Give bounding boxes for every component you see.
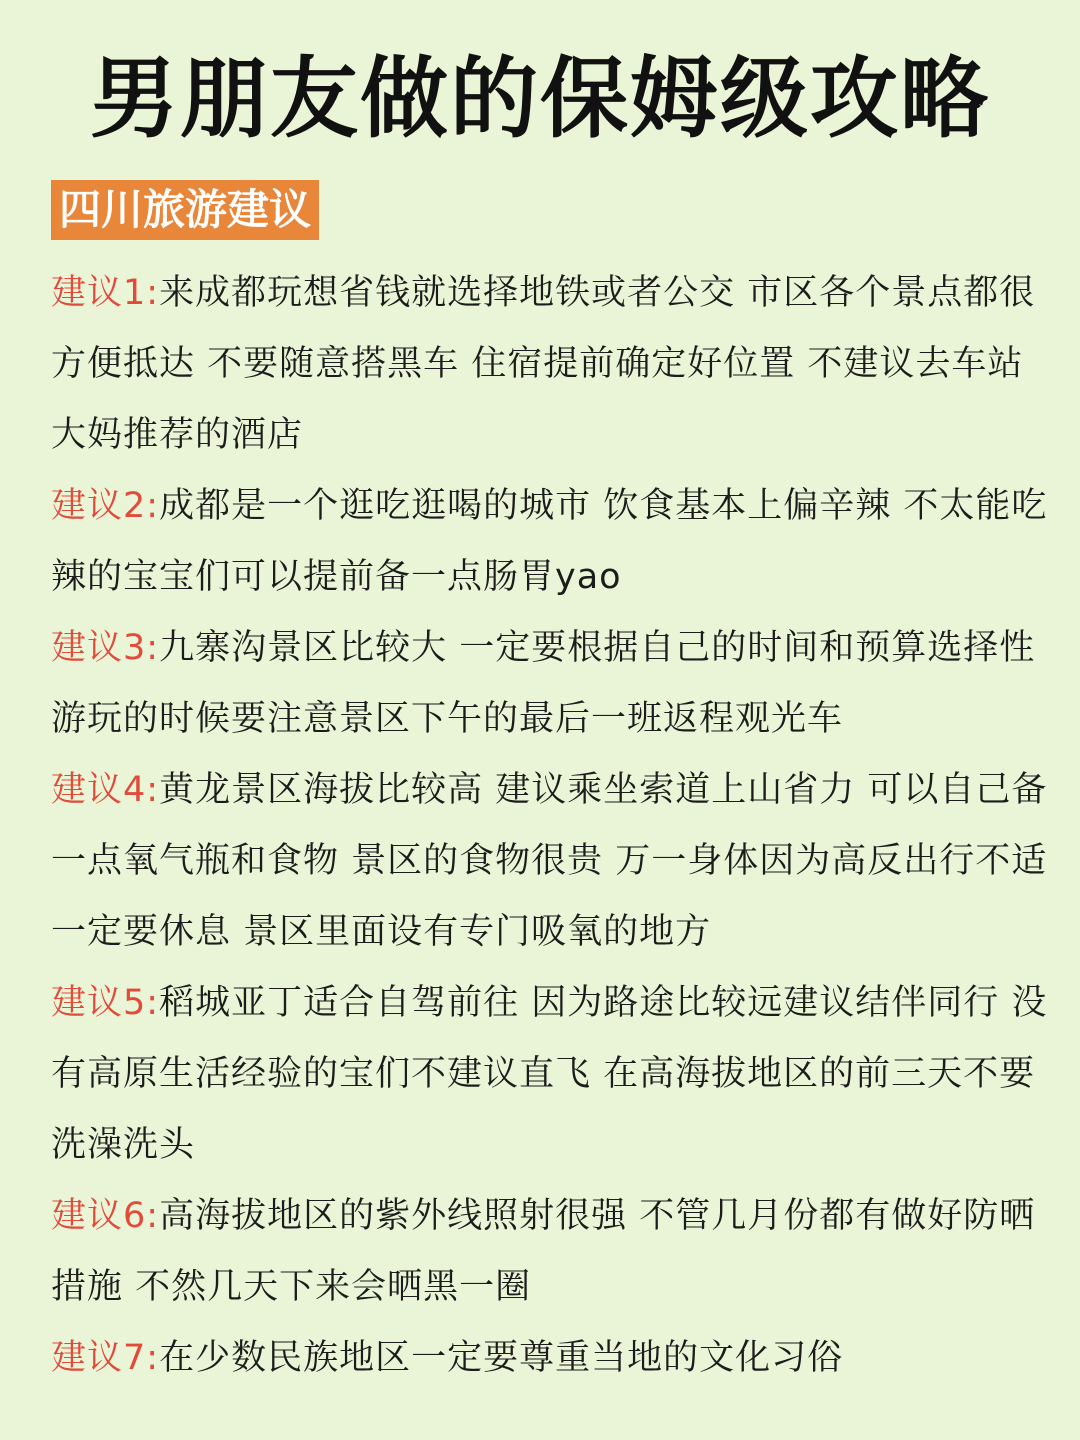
tip-item	[51, 613, 1051, 755]
tip-item	[51, 1181, 1051, 1323]
tip-item	[51, 1323, 1051, 1394]
tips-list	[51, 258, 1051, 1394]
tip-item	[51, 471, 1051, 613]
section-tag: 四川旅游建议	[51, 180, 319, 240]
tip-text: 成都是一个逛吃逛喝的城市 饮食基本上偏辛辣 不太能吃辣的宝宝们可以提前备一点肠胃yao	[51, 486, 1048, 597]
tip-text: 黄龙景区海拔比较高 建议乘坐索道上山省力 可以自己备一点氧气瓶和食物 景区的食物很贵 万一身体因为高反出行不适一定要休息 景区里面设有专门吸氧的地方	[51, 770, 1048, 952]
tip-text: 在少数民族地区一定要尊重当地的文化习俗	[159, 1338, 844, 1378]
tip-item	[51, 968, 1051, 1181]
tip-text: 稻城亚丁适合自驾前往 因为路途比较远建议结伴同行 没有高原生活经验的宝们不建议直飞 在高海拔地区的前三天不要洗澡洗头	[51, 983, 1048, 1165]
tip-text: 来成都玩想省钱就选择地铁或者公交 市区各个景点都很方便抵达 不要随意搭黑车 住宿提前确定好位置 不建议去车站大妈推荐的酒店	[51, 273, 1036, 455]
tip-label: 建议5:	[51, 983, 160, 1023]
tip-label: 建议4:	[51, 770, 160, 810]
tip-text: 九寨沟景区比较大 一定要根据自己的时间和预算选择性游玩的时候要注意景区下午的最后一班返程观光车	[51, 628, 1036, 739]
page-title: 男朋友做的保姆级攻略	[89, 47, 990, 150]
tip-label: 建议6:	[51, 1196, 160, 1236]
tip-text: 高海拔地区的紫外线照射很强 不管几月份都有做好防晒措施 不然几天下来会晒黑一圈	[51, 1196, 1036, 1307]
tip-label: 建议1:	[51, 273, 160, 313]
tip-label: 建议2:	[51, 486, 160, 526]
tip-label: 建议3:	[51, 628, 160, 668]
tip-item	[51, 258, 1051, 471]
tip-label: 建议7:	[51, 1338, 160, 1378]
tip-item	[51, 755, 1051, 968]
